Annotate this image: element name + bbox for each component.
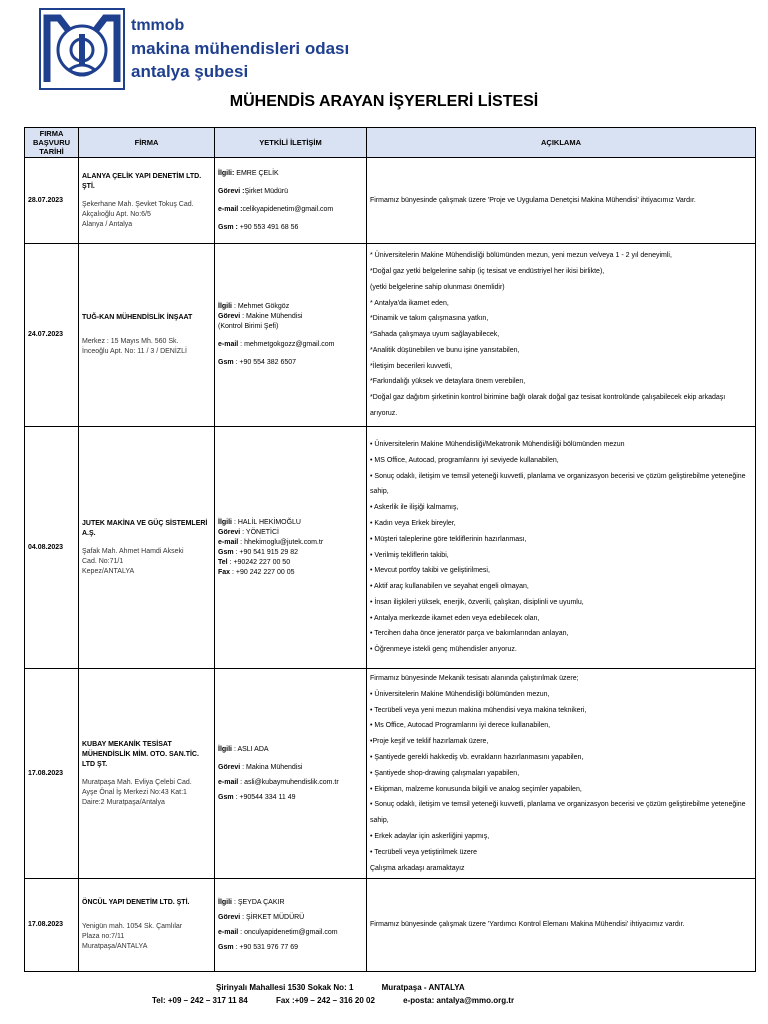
address-line: Daire:2 Muratpaşa/Antalya — [82, 798, 165, 806]
address-line: Plaza no:7/11 — [82, 933, 125, 941]
description-line: • Aktif araç kullanabilen ve seyahat engeli olmayan, — [370, 583, 529, 591]
table-row — [25, 669, 756, 879]
row-date: 17.08.2023 — [25, 669, 79, 879]
description-line: *İletişim becerileri kuvvetli, — [370, 362, 453, 370]
footer-district: Muratpaşa - ANTALYA — [381, 983, 465, 992]
row-date: 17.08.2023 — [25, 879, 79, 972]
description-line: *Doğal gaz yetki belgelerine sahip (iç tesisat ve endüstriyel her ikisi birlikte), — [370, 267, 605, 275]
description-line: • İnsan ilişkileri yüksek, enerjik, özverili, çalışkan, disiplinli ve uyumlu, — [370, 598, 584, 606]
row-firm — [79, 879, 215, 972]
description-line: • Antalya merkezde ikamet eden veya edebilecek olan, — [370, 614, 540, 622]
description-line: • Üniversitelerin Makine Mühendisliği/Mekatronik Mühendisliği bölümünden mezun — [370, 440, 625, 448]
contact-line: Görevi :Şirket Müdürü — [218, 187, 289, 195]
address-line: Muratpaşa/ANTALYA — [82, 943, 148, 951]
contact-line: Gsm : +90 554 382 6507 — [218, 359, 297, 366]
page-title: MÜHENDİS ARAYAN İŞYERLERİ LİSTESİ — [229, 93, 539, 110]
contact-line: Gsm : +90544 334 11 49 — [218, 793, 296, 801]
description-line: Firmamız bünyesinde Mekanik tesisatı alanında çalıştırılmak üzere; — [370, 675, 579, 682]
footer-contact-line — [152, 996, 540, 1005]
contact-line: (Kontrol Birimi Şefi) — [218, 323, 279, 330]
organization-name — [131, 14, 349, 83]
address-line: Yenigün mah. 1054 Sk. Çamlılar — [82, 923, 183, 931]
contact-line: İlgili : Mehmet Gökgöz — [218, 303, 290, 310]
row-contact — [215, 427, 367, 669]
description-line: *Sahada çalışmaya uyum sağlayabilecek, — [370, 331, 500, 339]
description-line: • Verilmiş tekliflerin takibi, — [370, 551, 449, 559]
firm-address — [82, 337, 211, 357]
row-firm — [79, 244, 215, 427]
description-line: • Şantiyede gerekli hakkediş vb. evrakların hazırlanmasını yapabilen, — [370, 753, 584, 761]
description-line: • Ekipman, malzeme konusunda bilgili ve analog seçimler yapabilen, — [370, 785, 582, 793]
mmo-logo-icon — [39, 8, 125, 90]
description-line: Çalışma arkadaşı aramaktayız — [370, 864, 465, 872]
description-line: • Erkek adaylar için askerliğini yapmış, — [370, 832, 490, 840]
letterhead — [39, 8, 639, 92]
contact-line: İlgili : HALİL HEKİMOĞLU — [218, 518, 301, 526]
description-line: • Müşteri taleplerine göre tekliflerinin hazırlanması, — [370, 535, 527, 543]
footer-address: Şirinyalı Mahallesi 1530 Sokak No: 1 — [216, 983, 354, 992]
row-contact — [215, 244, 367, 427]
address-line: Akçalıoğlu Apt. No:6/5 — [82, 210, 151, 218]
description-line: * Üniversitelerin Makine Mühendisliği bölümünden mezun, yeni mezun ve/veya 1 - 2 yıl deneyimli, — [370, 252, 672, 260]
firm-name: ÖNCÜL YAPI DENETİM LTD. ŞTİ. — [82, 899, 190, 907]
contact-line: e-mail : asli@kubaymuhendislik.com.tr — [218, 778, 339, 786]
org-line-2: makina mühendisleri odası — [131, 39, 350, 58]
footer-email: e-posta: antalya@mmo.org.tr — [403, 996, 515, 1005]
description-line: * Antalya'da ikamet eden, — [370, 299, 449, 307]
description-line: • MS Office, Autocad, programlarını iyi seviyede kullanabilen, — [370, 456, 559, 464]
firm-name: KUBAY MEKANİK TESİSAT MÜHENDİSLİK MİM. OTO. SAN.TİC. LTD ŞT. — [82, 740, 199, 768]
description-line: Firmamız bünyesinde çalışmak üzere 'Yardımcı Kontrol Elemanı Makina Mühendisi' ihtiyacımız vardır. — [370, 921, 685, 929]
description-line: • Sonuç odaklı, iletişim ve temsil yeteneği kuvvetli, planlama ve organizasyon becerisi ve çözüm geliştirebilme yeteneğine sahip, — [370, 801, 746, 825]
description-line: • Askerlik ile ilişiği kalmamış, — [370, 504, 459, 512]
firm-address — [82, 200, 211, 230]
contact-line: Gsm : +90 541 915 29 82 — [218, 548, 298, 556]
firm-address — [82, 778, 211, 808]
org-line-1: tmmob — [131, 17, 185, 34]
row-contact — [215, 158, 367, 244]
contact-line: Görevi : ŞİRKET MÜDÜRÜ — [218, 913, 305, 921]
row-description — [367, 158, 756, 244]
description-line: *Doğal gaz dağıtım şirketinin kontrol birimine bağlı olarak doğal gaz tesisat kontrolünde çalışabilecek ekip arkadaşı arıyoruz. — [370, 394, 726, 418]
header-date: FIRMA BAŞVURU TARİHİ — [25, 128, 79, 158]
row-firm — [79, 669, 215, 879]
firm-address — [82, 547, 211, 577]
row-description — [367, 427, 756, 669]
table-header-row — [25, 128, 756, 158]
header-description: AÇIKLAMA — [367, 128, 756, 158]
description-line: *Dinamik ve takım çalışmasına yatkın, — [370, 315, 489, 323]
row-firm — [79, 427, 215, 669]
table-row — [25, 244, 756, 427]
description-line: • Tecrübeli veya yetiştirilmek üzere — [370, 848, 477, 856]
firm-name: ALANYA ÇELİK YAPI DENETİM LTD. ŞTİ. — [82, 172, 202, 190]
address-line: Kepez/ANTALYA — [82, 567, 135, 575]
address-line: Merkez : 15 Mayıs Mh. 560 Sk. — [82, 338, 179, 345]
description-line: • Üniversitelerin Makine Mühendisliği bölümünden mezun, — [370, 690, 550, 698]
contact-line: Görevi : Makina Mühendisi — [218, 763, 303, 771]
contact-line: e-mail : onculyapidenetim@gmail.com — [218, 928, 338, 936]
firm-name: TUĞ-KAN MÜHENDİSLİK İNŞAAT — [82, 314, 193, 321]
row-contact — [215, 879, 367, 972]
contact-line: Görevi : Makine Mühendisi — [218, 313, 303, 320]
row-contact — [215, 669, 367, 879]
row-date: 04.08.2023 — [25, 427, 79, 669]
firm-address — [82, 922, 211, 952]
description-line: Firmamız bünyesinde çalışmak üzere 'Proje ve Uygulama Denetçisi Makina Mühendisi' ihtiyacımız Vardır. — [370, 196, 696, 204]
contact-line: e-mail : mehmetgokgozz@gmail.com — [218, 341, 335, 348]
row-date: 24.07.2023 — [25, 244, 79, 427]
contact-line: Görevi : YÖNETİCİ — [218, 528, 279, 536]
table-row — [25, 427, 756, 669]
contact-line: Gsm : +90 531 976 77 69 — [218, 943, 298, 951]
description-line: *Farkındalığı yüksek ve detaylara önem verebilen, — [370, 378, 526, 386]
contact-line: Gsm : +90 553 491 68 56 — [218, 223, 299, 231]
contact-line: Tel : +90242 227 00 50 — [218, 558, 291, 566]
row-date: 28.07.2023 — [25, 158, 79, 244]
description-line: • Tercihen daha önce jeneratör parça ve bakımlarından anlayan, — [370, 630, 569, 638]
contact-line: İlgili: EMRE ÇELİK — [218, 169, 279, 177]
description-line: • Kadın veya Erkek bireyler, — [370, 519, 456, 527]
header-firm: FİRMA — [79, 128, 215, 158]
row-firm — [79, 158, 215, 244]
job-listings-table — [24, 127, 756, 972]
table-row — [25, 879, 756, 972]
address-line: Cad. No:71/1 — [82, 557, 124, 565]
description-line: • Mevcut portföy takibi ve geliştirilmesi, — [370, 567, 490, 575]
header-contact: YETKİLİ İLETİŞİM — [215, 128, 367, 158]
org-line-3: antalya şubesi — [131, 62, 249, 81]
address-line: Şafak Mah. Ahmet Hamdi Akseki — [82, 547, 184, 555]
description-line: • Öğrenmeye istekli genç mühendisler arıyoruz. — [370, 646, 517, 654]
contact-line: Fax : +90 242 227 00 05 — [218, 568, 295, 576]
row-description — [367, 879, 756, 972]
contact-line: İlgili : ŞEYDA ÇAKIR — [218, 898, 285, 906]
address-line: Muratpaşa Mah. Evliya Çelebi Cad. — [82, 778, 192, 786]
footer-tel: Tel: +09 – 242 – 317 11 84 — [152, 996, 248, 1005]
contact-line: e-mail :celikyapidenetim@gmail.com — [218, 205, 334, 213]
description-line: •Proje keşif ve teklif hazırlamak üzere, — [370, 738, 489, 746]
footer-address-line — [216, 983, 491, 992]
row-description — [367, 244, 756, 427]
table-row — [25, 158, 756, 244]
address-line: Alanya / Antalya — [82, 220, 133, 228]
description-line: *Analitik düşünebilen ve bunu işine yansıtabilen, — [370, 346, 520, 354]
contact-line: e-mail : hhekimoglu@jutek.com.tr — [218, 538, 324, 546]
footer-fax: Fax :+09 – 242 – 316 20 02 — [275, 996, 375, 1005]
address-line: Ayşe Önal İş Merkezi No:43 Kat:1 — [82, 788, 187, 796]
address-line: İnceoğlu Apt. No: 11 / 3 / DENİZLİ — [82, 348, 187, 355]
contact-line: İlgili : ASLI ADA — [218, 745, 269, 753]
description-line: • Şantiyede shop-drawing çalışmaları yapabilen, — [370, 769, 520, 777]
firm-name: JUTEK MAKİNA VE GÜÇ SİSTEMLERİ A.Ş. — [82, 519, 208, 537]
description-line: (yetki belgelerine sahip olunması önemlidir) — [370, 283, 505, 291]
address-line: Şekerhane Mah. Şevket Tokuş Cad. — [82, 200, 194, 208]
description-line: • Ms Office, Autocad Programlarını iyi derece kullanabilen, — [370, 722, 551, 730]
description-line: • Sonuç odaklı, iletişim ve temsil yeteneği kuvvetli, planlama ve organizasyon becerisi ve çözüm geliştirebilme yeteneğine sahip, — [370, 472, 746, 496]
row-description — [367, 669, 756, 879]
description-line: • Tecrübeli veya yeni mezun makina mühendisi veya makina teknikeri, — [370, 706, 587, 714]
